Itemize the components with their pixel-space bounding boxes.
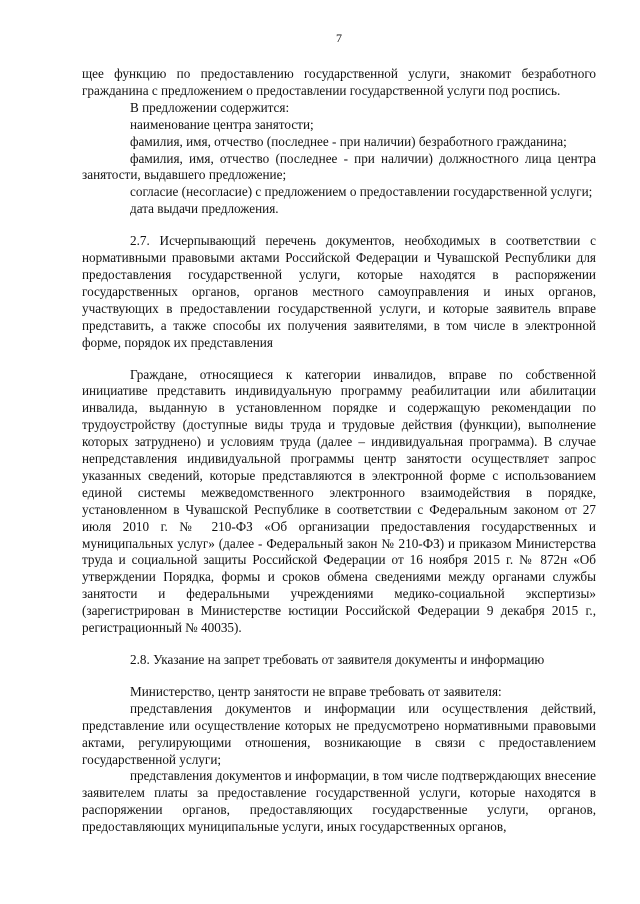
document-page [82, 30, 596, 890]
paragraph-offer-contains: В предложении содержится: [130, 99, 290, 115]
paragraph-official-name: фамилия, имя, отчество (последнее - при наличии) должностного лица центра занятости, выдавшего предложение; [82, 150, 596, 183]
section-2-8-heading: 2.8. Указание на запрет требовать от заявителя документы и информацию [130, 652, 545, 667]
paragraph-center-name: наименование центра занятости; [130, 116, 314, 132]
section-2-8-paragraph: представления документов и информации или осуществления действий, представление или осуществление которых не предусмотрено нормативными правовыми актами, регулирующими отношения, возникающие в связи с предоставлением государственной услуги; [82, 700, 596, 767]
section-2-7-body: Граждане, относящиеся к категории инвалидов, вправе по собственной инициативе представить индивидуальную программу реабилитации или абилитации инвалида, выданную в установленном порядке и содержащую рекомендации по трудоустройству (доступные виды труда и трудовые действия (функции), выполнение которых затруднено) и условиям труда (далее – индивидуальная программа). В случае непредставления индивидуальной программы центр занятости осуществляет запрос указанных сведений, которые представляются в электронной форме с использованием единой системы межведомственного электронного взаимодействия в порядке, установленном в Чувашской Республике в соответствии с Федеральным законом от 27 июля 2010 г. № 210-ФЗ «Об организации предоставления государственных и муниципальных услуг» (далее - Федеральный закон № 210-ФЗ) и приказом Министерства труда и социальной защиты Российской Федерации от 16 ноября 2015 г. № 872н «Об утверждении Порядка, формы и сроков обмена сведениями между органами службы занятости и федеральными учреждениями медико-социальной экспертизы» (зарегистрирован в Министерстве юстиции Российской Федерации 9 декабря 2015 г., регистрационный № 40035). [82, 366, 596, 636]
section-2-7 [82, 233, 596, 637]
paragraph-issue-date: дата выдачи предложения. [130, 201, 279, 217]
section-2-7-heading: 2.7. Исчерпывающий перечень документов, необходимых в соответствии с нормативными правовыми актами Российской Федерации и Чувашской Республики для предоставления государственной услуги, которые находятся в распоряжении государственных органов, органов местного самоуправления и иных органов, участвующих в предоставлении государственной услуги, и которые заявитель вправе представить, а также способы их получения заявителями, в том числе в электронной форме, порядок их представления [82, 233, 596, 350]
paragraph-citizen-name: фамилия, имя, отчество (последнее - при наличии) безработного гражданина; [130, 133, 567, 149]
section-2-8-paragraph: представления документов и информации, в том числе подтверждающих внесение заявителем платы за предоставление государственной услуги, которые находятся в распоряжении органов, предоставляющих государственные услуги, органов, предоставляющих муниципальные услуги, иных государственных органов, [82, 768, 596, 835]
paragraph-continuation: щее функцию по предоставлению государственной услуги, знакомит безработного гражданина с предложением о предоставлении государственной услуги под роспись. [82, 66, 596, 98]
section-2-8 [82, 652, 596, 836]
paragraph-consent: согласие (несогласие) с предложением о предоставлении государственной услуги; [130, 184, 593, 200]
page-number: 7 [336, 31, 342, 45]
section-2-8-paragraph: Министерство, центр занятости не вправе требовать от заявителя: [130, 683, 502, 699]
top-paragraphs [82, 66, 596, 218]
